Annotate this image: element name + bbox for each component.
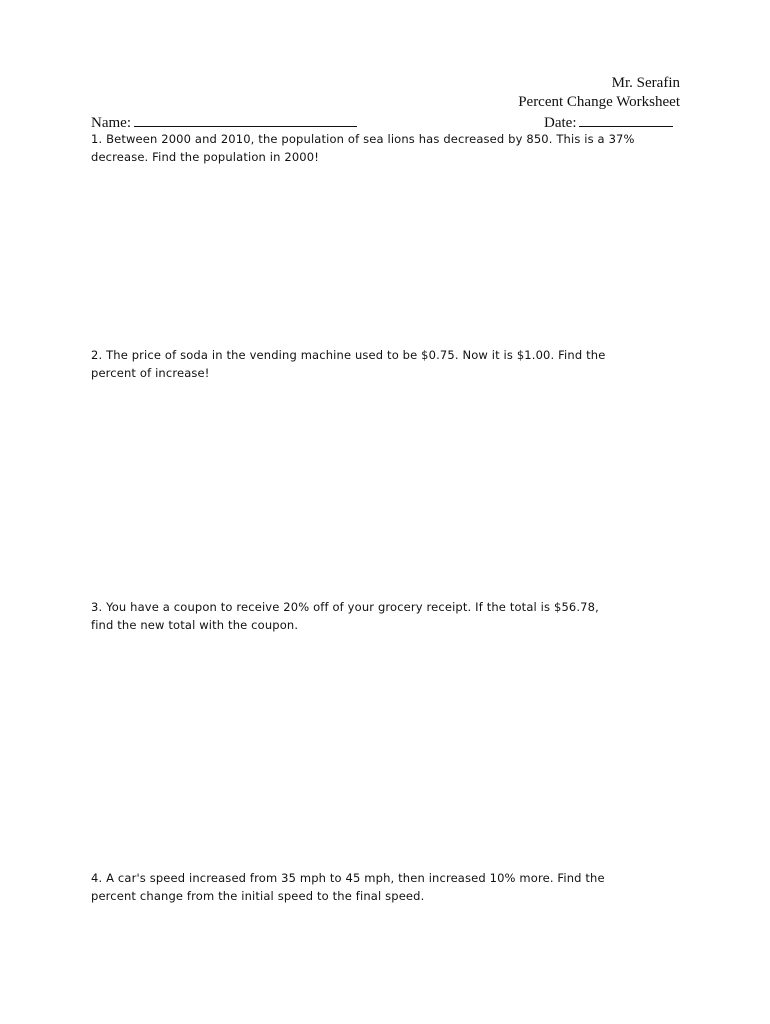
- question-2: 2. The price of soda in the vending machine used to be $0.75. Now it is $1.00. Find the percent of increase!: [91, 348, 606, 380]
- teacher-name: Mr. Serafin: [611, 75, 680, 91]
- question-1: 1. Between 2000 and 2010, the population of sea lions has decreased by 850. This is a 37% decrease. Find the population in 2000!: [91, 132, 635, 164]
- name-label: Name:: [91, 115, 131, 131]
- question-3: 3. You have a coupon to receive 20% off of your grocery receipt. If the total is $56.78, find the new total with the coupon.: [91, 600, 599, 632]
- name-blank-line[interactable]: [134, 111, 357, 127]
- worksheet-title: Percent Change Worksheet: [518, 94, 680, 110]
- date-blank-line[interactable]: [579, 111, 673, 127]
- question-4: 4. A car's speed increased from 35 mph to 45 mph, then increased 10% more. Find the percent change from the initial speed to the final speed.: [91, 871, 605, 903]
- date-label: Date:: [544, 115, 577, 131]
